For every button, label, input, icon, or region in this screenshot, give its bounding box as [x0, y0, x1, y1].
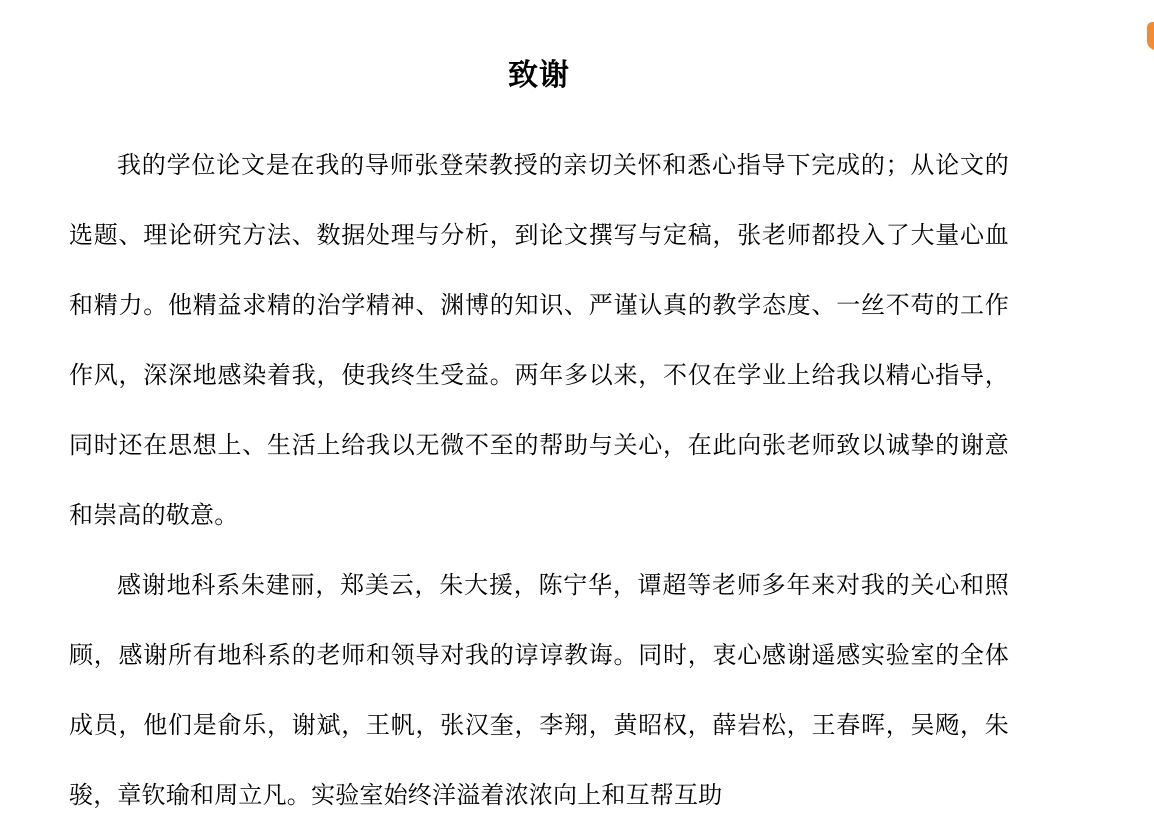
page-title: 致谢 [508, 58, 570, 94]
page-edge-mark [1147, 22, 1154, 50]
document-body [69, 130, 1009, 830]
acknowledgement-paragraph-2: 感谢地科系朱建丽，郑美云，朱大援，陈宁华，谭超等老师多年来对我的关心和照顾，感谢所有地科系的老师和领导对我的谆谆教诲。同时，衷心感谢遥感实验室的全体成员，他们是俞乐，谢斌，王帆，张汉奎，李翔，黄昭权，薛岩松，王春晖，吴飏，朱骏，章钦瑜和周立凡。实验室始终洋溢着浓浓向上和互帮互助 [69, 571, 1009, 809]
acknowledgement-paragraph-1: 我的学位论文是在我的导师张登荣教授的亲切关怀和悉心指导下完成的；从论文的选题、理论研究方法、数据处理与分析，到论文撰写与定稿，张老师都投入了大量心血和精力。他精益求精的治学精神、渊博的知识、严谨认真的教学态度、一丝不苟的工作作风，深深地感染着我，使我终生受益。两年多以来，不仅在学业上给我以精心指导，同时还在思想上、生活上给我以无微不至的帮助与关心，在此向张老师致以诚挚的谢意和崇高的敬意。 [69, 151, 1009, 529]
